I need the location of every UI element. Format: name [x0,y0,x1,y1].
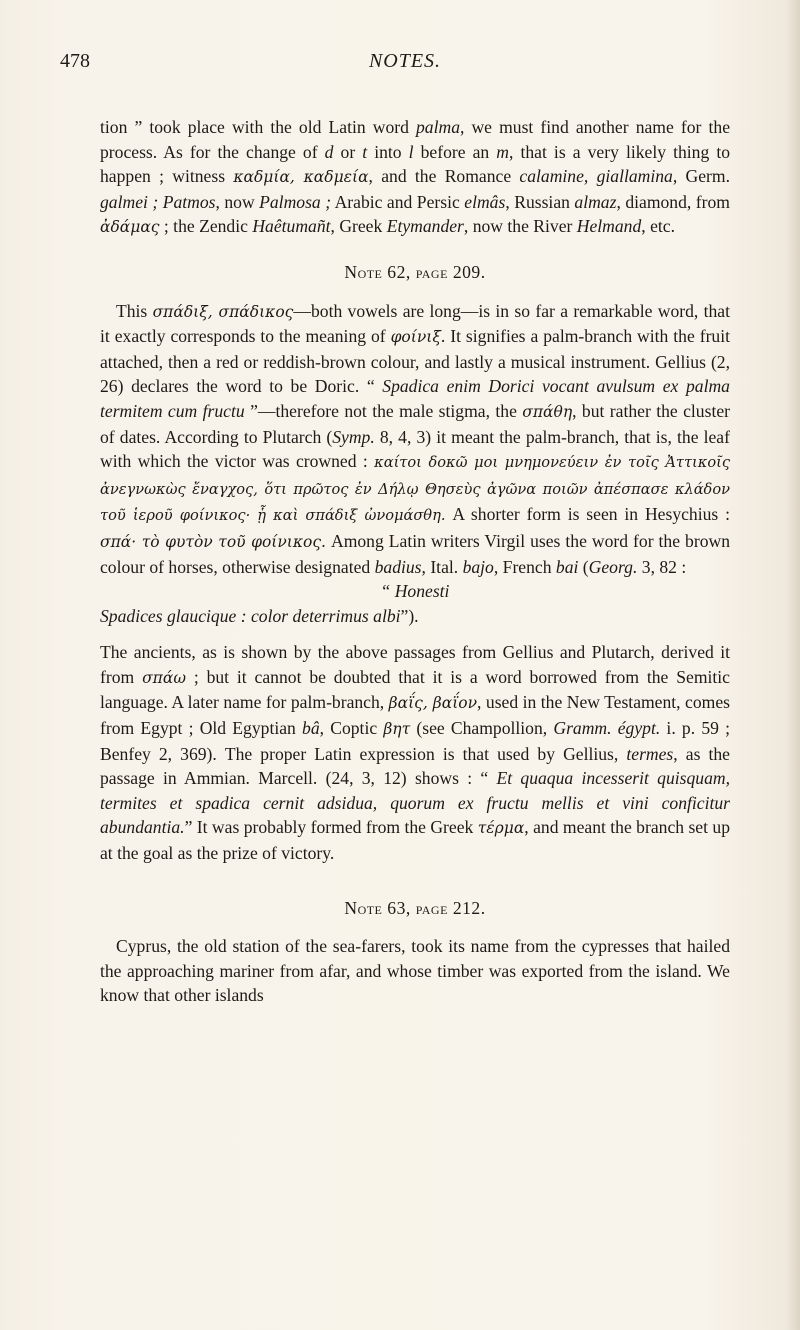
text-run: The ancients, as is shown by the above passages from Gellius and Plutarch, derived it from [100,642,730,687]
text-run-italic: Spadica enim Dorici vocant avulsum ex palma termitem cum fructu [100,376,730,421]
text-run-italic: Gramm. égypt. [553,718,661,739]
text-run: into [367,141,409,162]
running-title: NOTES. [368,50,442,72]
text-run: before an [413,141,497,162]
body-text [100,115,730,1008]
page-edge-shadow [786,0,800,1330]
text-run-italic: Georg. [588,556,638,577]
text-run: , etc. [641,216,675,237]
greek-text: τέρμα [477,819,525,838]
verse-quote-line-2 [100,604,730,629]
text-run: i. p. 59 ; Benfey 2, 369). The proper Latin expression is that used by Gellius, [100,718,730,764]
text-run: 3, 82 : [637,556,687,577]
text-run: , and meant the branch set up at the goal as the prize of victory. [100,817,730,864]
greek-text: φοίνιξ [390,328,441,347]
text-run: Among Latin writers Virgil uses the word for the brown colour of horses, otherwise designated [100,530,730,577]
greek-text: σπάθη [522,402,573,421]
text-run-italic: m [496,141,510,162]
text-run: , now [215,191,260,212]
text-run: , Germ. [672,166,730,187]
text-run-italic: badius [374,556,422,577]
greek-text: βαΐς, βαΐον [388,694,478,713]
running-head [60,50,750,80]
greek-text: σπά· τὸ φυτὸν τοῦ φοίνικος. [100,532,326,551]
text-run: ; the Zendic [159,216,253,237]
note-62-heading [100,260,730,285]
text-run-italic: calamine, giallamina [519,166,673,187]
text-run: , and the Romance [368,166,520,187]
text-run-italic: Et quaqua incesserit quisquam, termites et spadica cernit adsidua, quorum ex fructu mellis et vini conficitur abundantia. [100,768,730,838]
text-run: , used in the New Testament, comes from Egypt ; Old Egyptian [100,692,730,739]
greek-text: βητ [383,720,411,739]
note-label: Note [344,261,383,282]
text-run: , now the River [463,216,577,237]
text-run: ”). [400,605,419,626]
text-run: , as the passage in Ammian. Marcell. (24, 3, 12) shows : “ [100,743,730,789]
text-run: tion ” took place with the old Latin word [100,117,416,137]
text-run-italic: bai [555,556,579,577]
greek-text: σπάω [142,668,186,687]
text-run: , diamond, from [616,191,730,212]
note-reference: 63, page 212. [382,897,486,918]
text-run-italic: bâ [302,718,320,739]
text-run: —both vowels are long—is in so far a remarkable word, that it exactly corresponds to the meaning of [100,300,730,347]
text-run-italic: bajo [462,556,494,577]
text-run: A shorter form is seen in Hesychius : [445,504,731,525]
greek-text: σπάδιξ, σπάδικος [152,302,294,321]
text-run-italic: termes [626,743,674,764]
text-run-italic: Helmand [576,216,642,237]
text-run: Arabic and Persic [331,191,465,212]
text-run: . It signifies a palm-branch with the fruit attached, then a red or reddish-brown colour, and lastly a musical instrument. Gellius (2, 26) declares the word to be Doric. “ [100,326,730,397]
note-reference: 62, page 209. [382,261,486,282]
text-run: Cyprus, the old station of the sea-farers, took its name from the cypresses that hailed the approaching mariner from afar, and whose timber was exported from the island. We know that other islands [100,936,730,1006]
text-run: , we must find another name for the process. As for the change of [100,117,731,162]
text-run: ; but it cannot be doubted that it is a word borrowed from the Semitic language. A later name for palm-branch, [100,666,730,713]
note-62-paragraph-1 [100,299,730,580]
paragraph-continuation [100,115,730,240]
text-run-italic: “ Honesti [380,581,450,602]
note-63-paragraph [100,934,730,1008]
greek-quotation: καίτοι δοκῶ μοι μνημονεύειν ἐν τοῖς Ἀττικοῖς ἀνεγνωκὼς ἔναγχος, ὅτι πρῶτος ἐν Δήλῳ Θησεὺς ἀγῶνα ποιῶν ἀπέσπασε κλάδον τοῦ ἱεροῦ φοίνικος· ᾗ καὶ σπάδιξ ὠνομάσθη. [100,454,731,525]
text-run-italic: Palmosa ; [259,191,332,212]
text-run: or [333,141,363,162]
text-run: 8, 4, 3) it meant the palm-branch, that is, the leaf with which the victor was crowned : [100,426,730,472]
greek-text: καδμία, καδμεία [233,168,369,187]
text-run-italic: galmei ; Patmos [100,191,216,212]
text-run-italic: almaz [574,191,617,212]
note-63-heading [100,896,730,921]
greek-text: ἀδάμας [100,218,160,237]
text-run: , Coptic [319,718,384,739]
text-run: , but rather the cluster of dates. According to Plutarch ( [100,400,730,447]
text-run-italic: l [408,141,414,162]
text-run-italic: palma [416,117,460,137]
text-run-italic: d [324,141,334,162]
text-run: ( [578,556,589,577]
text-run: ” It was probably formed from the Greek [184,817,478,838]
text-run-italic: Spadices glaucique : color deterrimus albi [100,605,401,626]
text-run: , that is a very likely thing to happen ; witness [100,141,731,187]
page-number: 478 [60,50,90,72]
text-run-italic: t [362,141,368,162]
text-run: , Russian [505,191,575,212]
text-run: , Ital. [421,556,463,577]
text-run: This [116,300,153,321]
text-run-italic: Etymander [386,216,464,237]
note-label: Note [344,897,383,918]
text-run-italic: Symp. [332,426,375,447]
text-run: ”—therefore not the male stigma, the [244,400,523,421]
text-run-italic: Haêtumañt [252,216,331,237]
text-run-italic: elmâs [464,191,506,212]
text-run: , Greek [330,216,387,237]
text-run: , French [493,556,556,577]
note-62-paragraph-2 [100,640,730,865]
verse-quote-line-1 [100,579,730,604]
text-run: (see Champollion, [410,718,554,739]
